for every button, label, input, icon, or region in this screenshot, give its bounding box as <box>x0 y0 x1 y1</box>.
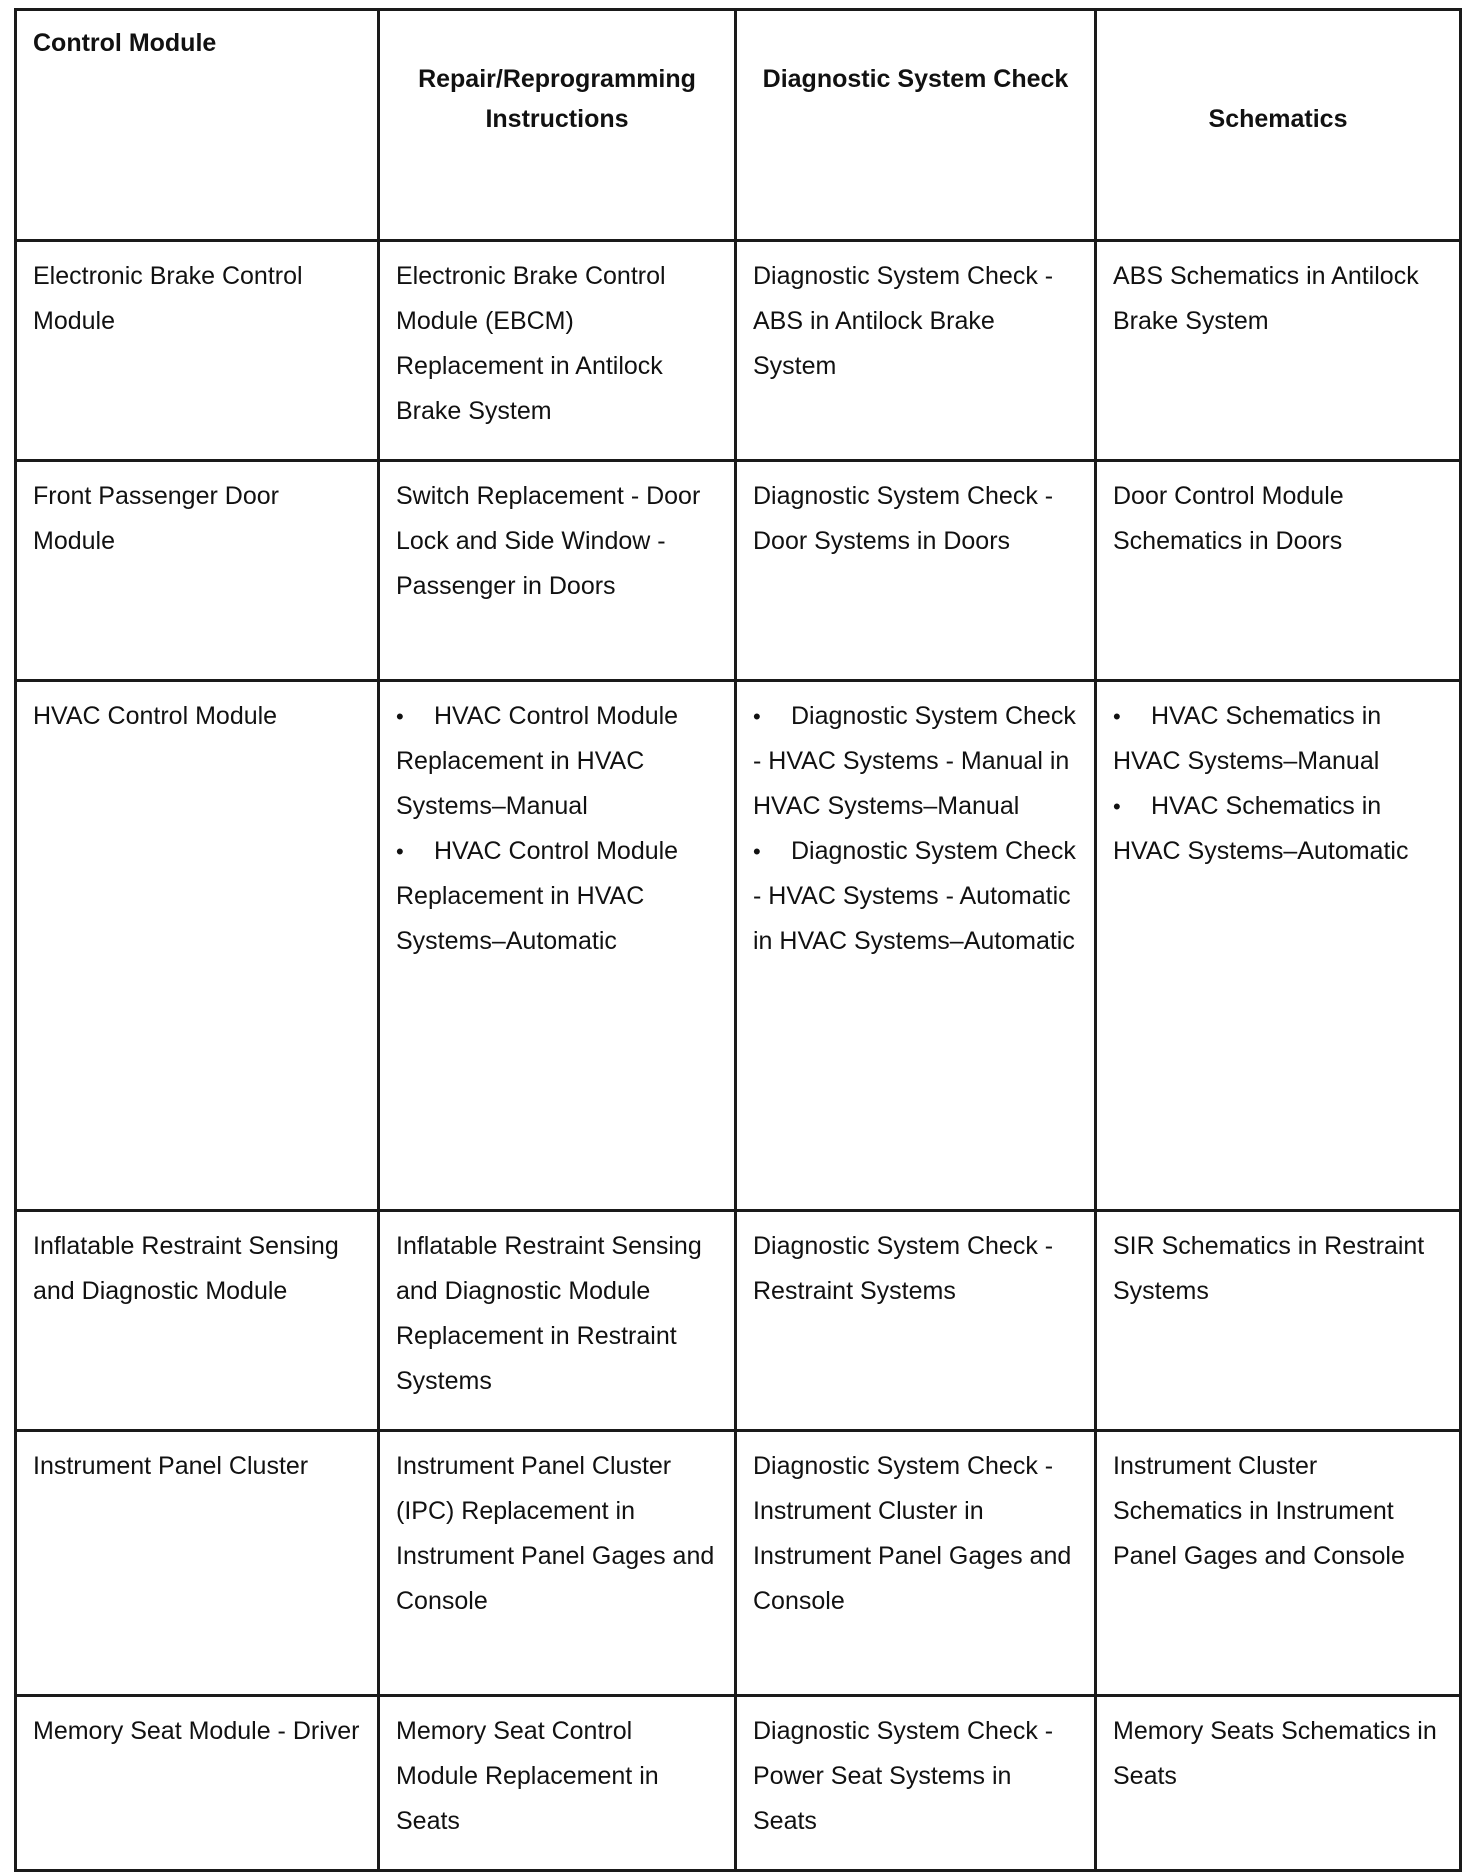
cell-diagnostic: Diagnostic System Check - ABS in Antilock Brake System <box>736 241 1096 461</box>
bullet-icon: • <box>753 704 761 729</box>
bullet-list <box>1113 694 1445 874</box>
table-row <box>16 1211 1461 1431</box>
list-item-text: Diagnostic System Check - HVAC Systems - Automatic in HVAC Systems–Automatic <box>753 837 1076 955</box>
bullet-icon: • <box>1113 794 1121 819</box>
cell-repair: Instrument Panel Cluster (IPC) Replacement in Instrument Panel Gages and Console <box>379 1431 736 1696</box>
cell-schematics: ABS Schematics in Antilock Brake System <box>1096 241 1461 461</box>
cell-diagnostic: Diagnostic System Check - Restraint Systems <box>736 1211 1096 1431</box>
table-row <box>16 1696 1461 1871</box>
cell-schematics: SIR Schematics in Restraint Systems <box>1096 1211 1461 1431</box>
bullet-list <box>396 694 720 964</box>
header-schematics: Schematics <box>1096 10 1461 241</box>
bullet-icon: • <box>396 704 404 729</box>
list-item-text: HVAC Control Module Replacement in HVAC Systems–Automatic <box>396 837 679 955</box>
list-item <box>753 694 1080 829</box>
cell-diagnostic: Diagnostic System Check - Power Seat Systems in Seats <box>736 1696 1096 1871</box>
table-row <box>16 461 1461 681</box>
cell-module: Front Passenger Door Module <box>16 461 379 681</box>
header-diagnostic-system-check: Diagnostic System Check <box>736 10 1096 241</box>
cell-schematics: Memory Seats Schematics in Seats <box>1096 1696 1461 1871</box>
header-control-module: Control Module <box>16 10 379 241</box>
cell-repair: Memory Seat Control Module Replacement in Seats <box>379 1696 736 1871</box>
control-module-table <box>14 8 1462 1872</box>
bullet-icon: • <box>396 839 404 864</box>
table-row <box>16 681 1461 1211</box>
cell-module: HVAC Control Module <box>16 681 379 1211</box>
cell-schematics: Door Control Module Schematics in Doors <box>1096 461 1461 681</box>
table-row <box>16 241 1461 461</box>
list-item <box>1113 694 1445 784</box>
list-item <box>1113 784 1445 874</box>
cell-module: Memory Seat Module - Driver <box>16 1696 379 1871</box>
cell-module: Electronic Brake Control Module <box>16 241 379 461</box>
cell-module: Instrument Panel Cluster <box>16 1431 379 1696</box>
cell-repair: Inflatable Restraint Sensing and Diagnostic Module Replacement in Restraint Systems <box>379 1211 736 1431</box>
list-item <box>396 829 720 964</box>
bullet-list <box>753 694 1080 964</box>
cell-repair: Switch Replacement - Door Lock and Side Window - Passenger in Doors <box>379 461 736 681</box>
bullet-icon: • <box>1113 704 1121 729</box>
cell-diagnostic: Diagnostic System Check - Instrument Cluster in Instrument Panel Gages and Console <box>736 1431 1096 1696</box>
table-row <box>16 1431 1461 1696</box>
cell-repair <box>379 681 736 1211</box>
cell-diagnostic <box>736 681 1096 1211</box>
header-repair-reprogramming: Repair/Reprogramming Instructions <box>379 10 736 241</box>
list-item-text: HVAC Schematics in HVAC Systems–Manual <box>1113 702 1382 775</box>
list-item-text: HVAC Control Module Replacement in HVAC Systems–Manual <box>396 702 679 820</box>
cell-repair: Electronic Brake Control Module (EBCM) Replacement in Antilock Brake System <box>379 241 736 461</box>
bullet-icon: • <box>753 839 761 864</box>
cell-module: Inflatable Restraint Sensing and Diagnostic Module <box>16 1211 379 1431</box>
header-row <box>16 10 1461 241</box>
cell-diagnostic: Diagnostic System Check - Door Systems in Doors <box>736 461 1096 681</box>
cell-schematics: Instrument Cluster Schematics in Instrument Panel Gages and Console <box>1096 1431 1461 1696</box>
list-item-text: Diagnostic System Check - HVAC Systems - Manual in HVAC Systems–Manual <box>753 702 1076 820</box>
list-item-text: HVAC Schematics in HVAC Systems–Automatic <box>1113 792 1409 865</box>
cell-schematics <box>1096 681 1461 1211</box>
list-item <box>753 829 1080 964</box>
list-item <box>396 694 720 829</box>
